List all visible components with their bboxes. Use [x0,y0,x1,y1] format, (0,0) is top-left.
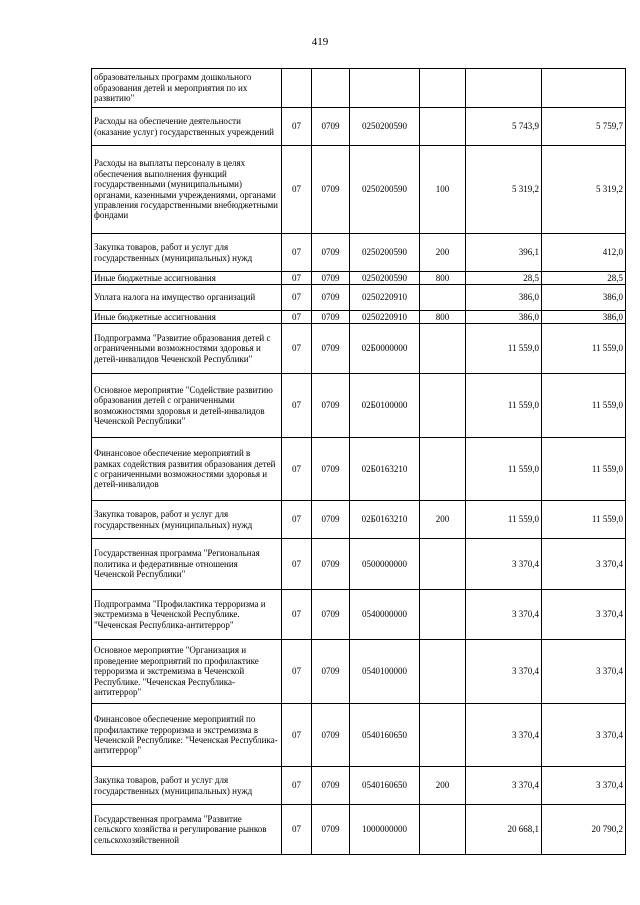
row-name: образовательных программ дошкольного образования детей и мероприятия по их развитию" [92,69,282,108]
section-code: 07 [282,311,312,324]
section-code: 07 [282,501,312,539]
table-row [92,590,626,640]
row-name: Иные бюджетные ассигнования [92,311,282,324]
expense-type-code [420,69,466,108]
amount-year-2: 3 370,4 [542,539,626,590]
table-row [92,640,626,704]
amount-year-1: 386,0 [466,285,542,311]
amount-year-2: 28,5 [542,272,626,285]
row-name: Подпрограмма "Профилактика терроризма и экстремизма в Чеченской Республике. "Чеченская Республика-антитеррор" [92,590,282,640]
amount-year-1: 3 370,4 [466,590,542,640]
row-name: Закупка товаров, работ и услуг для государственных (муниципальных) нужд [92,501,282,539]
section-code: 07 [282,234,312,272]
section-code: 07 [282,805,312,855]
target-article-code: 0250200590 [350,146,420,234]
table-row [92,539,626,590]
amount-year-1: 396,1 [466,234,542,272]
amount-year-2: 11 559,0 [542,324,626,374]
section-code: 07 [282,704,312,767]
target-article-code: 0540160650 [350,767,420,805]
amount-year-1: 5 319,2 [466,146,542,234]
row-name: Закупка товаров, работ и услуг для государственных (муниципальных) нужд [92,234,282,272]
subsection-code: 0709 [312,501,350,539]
target-article-code: 0250200590 [350,108,420,146]
amount-year-2: 3 370,4 [542,640,626,704]
target-article-code: 0540100000 [350,640,420,704]
target-article-code: 1000000000 [350,805,420,855]
amount-year-1: 3 370,4 [466,539,542,590]
amount-year-2: 11 559,0 [542,374,626,438]
amount-year-1: 28,5 [466,272,542,285]
amount-year-2 [542,69,626,108]
table-row [92,272,626,285]
amount-year-2: 412,0 [542,234,626,272]
amount-year-2: 386,0 [542,285,626,311]
subsection-code: 0709 [312,146,350,234]
amount-year-1: 3 370,4 [466,767,542,805]
budget-table [91,68,626,855]
amount-year-2: 5 759,7 [542,108,626,146]
subsection-code: 0709 [312,805,350,855]
amount-year-1: 11 559,0 [466,438,542,501]
expense-type-code: 200 [420,234,466,272]
target-article-code: 0250220910 [350,311,420,324]
section-code: 07 [282,374,312,438]
target-article-code: 0250200590 [350,272,420,285]
amount-year-1: 3 370,4 [466,704,542,767]
expense-type-code [420,108,466,146]
expense-type-code [420,374,466,438]
subsection-code [312,69,350,108]
table-row [92,704,626,767]
section-code: 07 [282,108,312,146]
amount-year-1: 11 559,0 [466,374,542,438]
target-article-code: 0500000000 [350,539,420,590]
table-row [92,374,626,438]
target-article-code: 0540160650 [350,704,420,767]
section-code: 07 [282,146,312,234]
subsection-code: 0709 [312,272,350,285]
amount-year-2: 386,0 [542,311,626,324]
row-name: Финансовое обеспечение мероприятий по профилактике терроризма и экстремизма в Чеченской Республике: "Чеченская Республика-антитеррор" [92,704,282,767]
section-code: 07 [282,438,312,501]
row-name: Государственная программа "Региональная политика и федеративные отношения Чеченской Республики" [92,539,282,590]
section-code: 07 [282,285,312,311]
budget-table-body [92,69,626,855]
subsection-code: 0709 [312,640,350,704]
row-name: Расходы на выплаты персоналу в целях обеспечения выполнения функций государственными (муниципальными) органами, казенными учреждениями, органами управления государственными внебюджетными фондами [92,146,282,234]
row-name: Государственная программа "Развитие сельского хозяйства и регулирование рынков сельскохозяйственной [92,805,282,855]
amount-year-2: 11 559,0 [542,501,626,539]
subsection-code: 0709 [312,108,350,146]
table-row [92,146,626,234]
row-name: Закупка товаров, работ и услуг для государственных (муниципальных) нужд [92,767,282,805]
amount-year-1: 3 370,4 [466,640,542,704]
subsection-code: 0709 [312,285,350,311]
expense-type-code [420,324,466,374]
amount-year-2: 3 370,4 [542,767,626,805]
amount-year-2: 20 790,2 [542,805,626,855]
target-article-code [350,69,420,108]
expense-type-code [420,590,466,640]
section-code: 07 [282,640,312,704]
section-code: 07 [282,767,312,805]
table-row [92,438,626,501]
subsection-code: 0709 [312,438,350,501]
row-name: Финансовое обеспечение мероприятий в рамках содействия развития образования детей с ограниченными возможностями здоровья и детей-инвалидов [92,438,282,501]
row-name: Основное мероприятие "Организация и проведение мероприятий по профилактике терроризма и экстремизма в Чеченской Республике. "Чеченская Республика-антитеррор" [92,640,282,704]
subsection-code: 0709 [312,767,350,805]
table-row [92,108,626,146]
amount-year-1: 386,0 [466,311,542,324]
target-article-code: 02Б0000000 [350,324,420,374]
subsection-code: 0709 [312,539,350,590]
expense-type-code [420,640,466,704]
table-row [92,69,626,108]
page-number: 419 [311,36,329,48]
table-row [92,324,626,374]
table-row [92,501,626,539]
amount-year-1 [466,69,542,108]
target-article-code: 02Б0163210 [350,501,420,539]
expense-type-code: 100 [420,146,466,234]
section-code [282,69,312,108]
table-row [92,234,626,272]
target-article-code: 0540000000 [350,590,420,640]
target-article-code: 02Б0163210 [350,438,420,501]
amount-year-2: 11 559,0 [542,438,626,501]
subsection-code: 0709 [312,374,350,438]
table-row [92,767,626,805]
expense-type-code: 200 [420,501,466,539]
table-row [92,285,626,311]
expense-type-code [420,285,466,311]
table-row [92,805,626,855]
expense-type-code [420,805,466,855]
row-name: Иные бюджетные ассигнования [92,272,282,285]
subsection-code: 0709 [312,324,350,374]
expense-type-code: 800 [420,272,466,285]
expense-type-code: 200 [420,767,466,805]
amount-year-1: 11 559,0 [466,501,542,539]
section-code: 07 [282,324,312,374]
section-code: 07 [282,539,312,590]
row-name: Уплата налога на имущество организаций [92,285,282,311]
table-row [92,311,626,324]
target-article-code: 0250220910 [350,285,420,311]
subsection-code: 0709 [312,311,350,324]
subsection-code: 0709 [312,590,350,640]
target-article-code: 02Б0100000 [350,374,420,438]
subsection-code: 0709 [312,704,350,767]
amount-year-1: 11 559,0 [466,324,542,374]
section-code: 07 [282,272,312,285]
row-name: Подпрограмма "Развитие образования детей с ограниченными возможностями здоровья и детей-инвалидов Чеченской Республики" [92,324,282,374]
amount-year-1: 20 668,1 [466,805,542,855]
expense-type-code [420,438,466,501]
row-name: Основное мероприятие "Содействие развитию образования детей с ограниченными возможностями здоровья и детей-инвалидов Чеченской Республики" [92,374,282,438]
section-code: 07 [282,590,312,640]
subsection-code: 0709 [312,234,350,272]
expense-type-code: 800 [420,311,466,324]
amount-year-2: 3 370,4 [542,704,626,767]
target-article-code: 0250200590 [350,234,420,272]
amount-year-2: 5 319,2 [542,146,626,234]
expense-type-code [420,539,466,590]
expense-type-code [420,704,466,767]
row-name: Расходы на обеспечение деятельности (оказание услуг) государственных учреждений [92,108,282,146]
amount-year-2: 3 370,4 [542,590,626,640]
amount-year-1: 5 743,9 [466,108,542,146]
